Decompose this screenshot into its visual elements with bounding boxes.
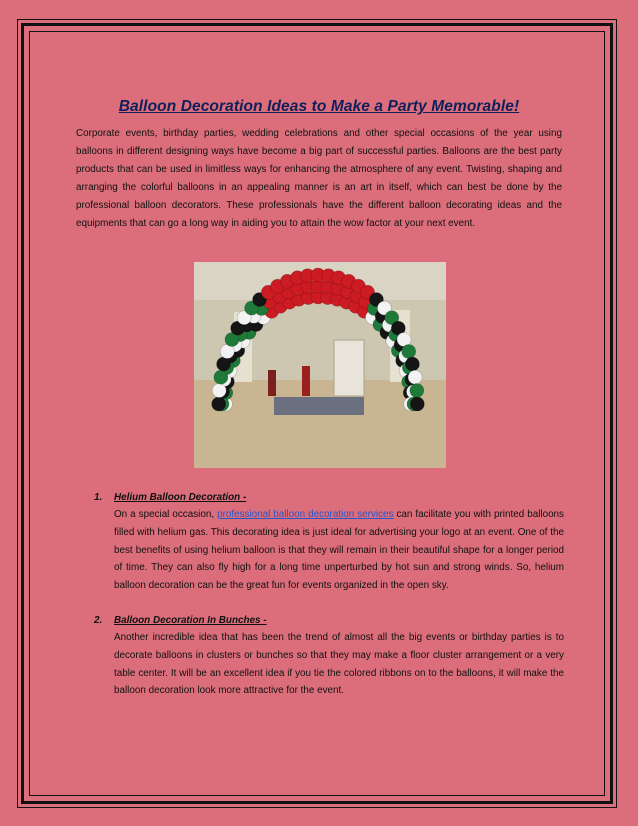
list-item-2 xyxy=(94,613,564,700)
list-item-1 xyxy=(94,490,564,595)
ideas-list xyxy=(94,490,564,718)
balloon xyxy=(410,384,424,398)
balloon xyxy=(212,384,226,398)
table xyxy=(274,397,364,415)
balloon xyxy=(410,397,424,411)
balloon xyxy=(212,397,226,411)
balloon xyxy=(405,357,419,371)
intro-paragraph: Corporate events, birthday parties, wedding celebrations and other special occasions of the year using balloons in different designing ways have become a big part of successful parties. Balloons are the best party products that can be used in limitless ways for enhancing the atmosphere of any event. Twisting, shaping and arranging the colorful balloons in an appealing manner is an art in itself, which can best be done by the professional balloon decorators. These professionals have the different balloon decorating ideas and the equipments that can go a long way in aiding you to attain the wow factor at your next event. xyxy=(76,128,562,230)
balloon xyxy=(217,357,231,371)
balloon-arch-illustration xyxy=(194,262,446,468)
balloon xyxy=(408,370,422,384)
item-text-before: On a special occasion, xyxy=(114,509,218,520)
item-body xyxy=(114,629,564,700)
person-2 xyxy=(302,366,310,396)
door xyxy=(334,340,364,396)
person-1 xyxy=(268,370,276,396)
balloon xyxy=(214,370,228,384)
item-text: Another incredible idea that has been the trend of almost all the big events or birthday parties is to decorate balloons in clusters or bunches so that they may make a floor cluster arrangement or a very table center. It will be an excellent idea if you tie the colored ribbons on to the balloons, it will make the balloon decoration look more attractive for the event. xyxy=(114,631,564,697)
item-number: 2. xyxy=(94,614,103,626)
balloon-arch-photo xyxy=(194,262,446,468)
item-title: Balloon Decoration In Bunches - xyxy=(114,614,267,626)
page-title: Balloon Decoration Ideas to Make a Party Memorable! xyxy=(118,98,520,115)
item-number: 1. xyxy=(94,492,103,503)
balloon xyxy=(402,345,416,359)
item-body xyxy=(114,506,564,595)
item-text-after: can facilitate you with printed balloons filled with helium gas. This decorating idea is just ideal for advertising your logo at an event. One of the best benefits of using helium balloon is that they will remain in their beautiful shape for a longer period of time. They can also fly high for a long time unperturbed by hot sun and strong winds. So, helium balloon decoration can be the great fun for events organized in the open sky. xyxy=(114,509,564,592)
item-title: Helium Balloon Decoration - xyxy=(114,492,247,503)
content-area xyxy=(76,98,562,234)
balloon-services-link[interactable]: professional balloon decoration services xyxy=(217,509,394,520)
